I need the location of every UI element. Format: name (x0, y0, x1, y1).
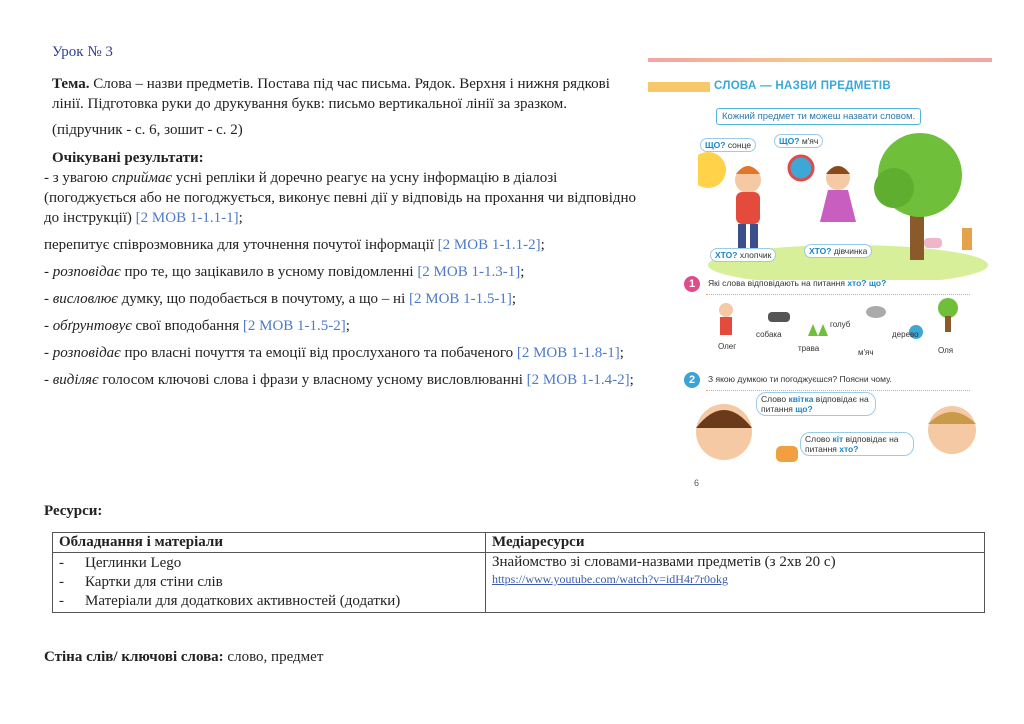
boy-body (736, 192, 760, 224)
result-text: обґрунтовує (52, 318, 132, 334)
result-item (44, 262, 644, 282)
result-text: ; (511, 291, 517, 307)
youtube-link[interactable]: https://www.youtube.com/watch?v=idH4r7r0okg (492, 572, 728, 586)
cat-photo-icon (776, 446, 798, 462)
table-row (53, 553, 985, 613)
theme-label: Тема. (52, 76, 90, 92)
label-ball: м'яч (858, 348, 874, 357)
tree-small-icon (938, 298, 958, 318)
result-text: - (44, 264, 53, 280)
equipment-item: Матеріали для додаткових активностей (додатки) (85, 593, 401, 609)
result-text: ; (520, 264, 525, 280)
result-text: - (44, 372, 53, 388)
result-item (44, 370, 644, 390)
result-text: про те, що зацікавило в усному повідомленні (120, 264, 414, 280)
word-wall (44, 649, 323, 666)
task-2-text: З якою думкою ти погоджуєшся? Поясни чому. (708, 374, 892, 384)
bubble-sun: ЩО? сонце (700, 138, 756, 152)
result-text: перепитує співрозмовника для уточнення почутої інформації (44, 237, 434, 253)
result-text: ; (540, 237, 545, 253)
result-text: виділяє (52, 372, 99, 388)
label-grass: трава (798, 344, 820, 353)
curriculum-ref: [2 МОВ 1-1.3-1] (413, 264, 521, 280)
result-item (44, 168, 644, 228)
task-number-1: 1 (684, 276, 700, 292)
pages-note: (підручник - с. 6, зошит - с. 2) (52, 122, 243, 138)
girl-hair (826, 166, 850, 174)
dotted-divider (706, 390, 970, 391)
table-header-row (53, 533, 985, 553)
result-item (44, 235, 644, 255)
resources-title: Ресурси: (44, 503, 103, 519)
label-pigeon: голуб (830, 320, 851, 329)
expected-results-title: Очікувані результати: (52, 150, 204, 166)
result-text: ; (345, 318, 350, 334)
oleh-icon (719, 303, 733, 317)
textbook-subtitle: Кожний предмет ти можеш назвати словом. (716, 108, 921, 125)
result-text: ; (619, 345, 624, 361)
label-olia: Оля (938, 346, 954, 355)
media-description: Знайомство зі словами-назвами предметів (з 2хв 20 с) (492, 554, 836, 570)
grass-icon (808, 324, 828, 336)
dog-icon (768, 312, 790, 322)
curriculum-ref: [2 МОВ 1-1.1-1] (131, 210, 239, 226)
bubble-boy: ХТО? хлопчик (710, 248, 776, 262)
task-1-text: Які слова відповідають на питання хто? що? (708, 278, 887, 288)
equipment-cell (53, 553, 486, 613)
ball-icon (789, 156, 813, 180)
result-item (44, 316, 644, 336)
result-text: - (44, 291, 53, 307)
bubble-ball: ЩО? м'яч (774, 134, 823, 148)
results-list (44, 168, 644, 390)
textbook-page-number: 6 (694, 478, 700, 488)
result-text: розповідає (52, 345, 121, 361)
result-text: сприймає (111, 170, 172, 186)
girl-dress (820, 190, 856, 222)
result-text: висловлює (52, 291, 118, 307)
equipment-item: Цеглинки Lego (85, 555, 182, 571)
lesson-text (44, 74, 644, 397)
equipment-header: Обладнання і матеріали (53, 533, 486, 553)
curriculum-ref: [2 МОВ 1-1.1-2] (433, 237, 541, 253)
theme-paragraph (44, 74, 644, 114)
resources-table (52, 532, 985, 613)
list-item: - Цеглинки Lego (59, 555, 182, 571)
result-item (44, 289, 644, 309)
title-bar (648, 82, 710, 92)
speech-bubble-flower: Слово квітка відповідає на питання що? (756, 392, 876, 416)
curriculum-ref: [2 МОВ 1-1.5-1] (405, 291, 512, 307)
sun-icon (698, 152, 726, 188)
small-animal-icon (924, 238, 942, 248)
cat-icon (962, 228, 972, 250)
word-wall-label: Стіна слів/ ключові слова: (44, 649, 224, 665)
speech-bubble-cat: Слово кіт відповідає на питання хто? (800, 432, 914, 456)
result-text: думку, що подобається в почутому, а що – ні (117, 291, 406, 307)
tree-leaves (874, 168, 914, 208)
result-text: усні репліки й доречно реагує на усну інформацію в діалозі (погоджується або не погоджується, виконує певні дії у відповідь на прохання чи відповідно до інструкції) (44, 170, 637, 226)
pigeon-icon (866, 306, 886, 318)
word-wall-words: слово, предмет (223, 649, 324, 665)
bubble-girl: ХТО? дівчинка (804, 244, 872, 258)
list-item: - Картки для стіни слів (59, 574, 223, 590)
decor-stripe (648, 58, 992, 62)
label-dog: собака (756, 330, 782, 339)
result-item (44, 343, 644, 363)
result-text: розповідає (52, 264, 121, 280)
result-text: - з увагою (44, 170, 112, 186)
label-oleh: Олег (718, 342, 737, 351)
label-tree: дерево (892, 330, 919, 339)
result-text: ; (629, 372, 634, 388)
theme-text: Слова – назви предметів. Постава під час письма. Рядок. Верхня і нижня рядкові лінії. Підготовка руки до друкування букв: письмо вертикальної лінії за зразком. (52, 76, 610, 112)
dotted-divider (706, 294, 970, 295)
result-text: голосом ключові слова і фрази у власному усному висловлюванні (98, 372, 523, 388)
list-item: - Матеріали для додаткових активностей (додатки) (59, 593, 401, 609)
media-header: Медіаресурси (486, 533, 985, 553)
lesson-number: Урок № 3 (52, 44, 113, 60)
textbook-title: СЛОВА — НАЗВИ ПРЕДМЕТІВ (714, 80, 892, 92)
curriculum-ref: [2 МОВ 1-1.5-2] (239, 318, 346, 334)
curriculum-ref: [2 МОВ 1-1.8-1] (513, 345, 620, 361)
result-text: свої вподобання (131, 318, 240, 334)
task-number-2: 2 (684, 372, 700, 388)
media-cell (486, 553, 985, 613)
result-text: - (44, 318, 53, 334)
curriculum-ref: [2 МОВ 1-1.4-2] (522, 372, 630, 388)
textbook-page-image (648, 58, 992, 498)
result-text: про власні почуття та емоції від прослуханого та побаченого (120, 345, 514, 361)
boy-hair (736, 166, 760, 174)
result-text: - (44, 345, 53, 361)
equipment-item: Картки для стіни слів (85, 574, 223, 590)
result-text: ; (238, 210, 243, 226)
